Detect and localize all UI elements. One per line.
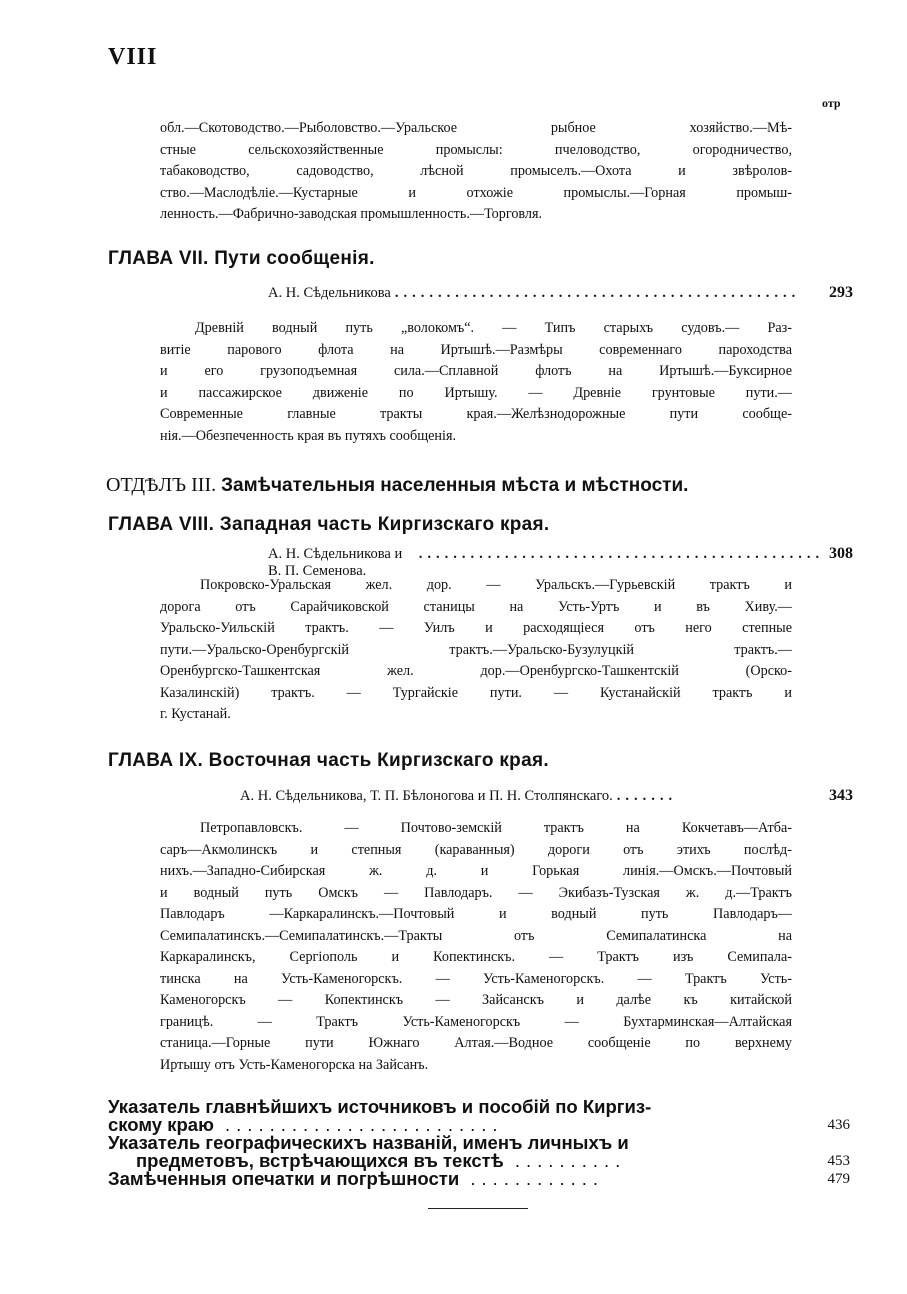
chapter-7-heading: ГЛАВА VII. Пути сообщенія. <box>108 248 375 269</box>
chapter-9-author: А. Н. Сѣдельникова, Т. П. Бѣлоногова и П. Н. Столпянскаго. <box>240 788 613 804</box>
text-line: и пассажирское движеніе по Иртышу. — Древніе грунтовые пути.— <box>160 384 792 401</box>
text-line: пути.—Уральско-Оренбургскій трактъ.—Уральско-Бузулуцкій трактъ.— <box>160 641 792 658</box>
text-line: Павлодаръ —Каркаралинскъ.—Почтовый и водный путь Павлодаръ— <box>160 906 792 922</box>
text-line: нія.—Обезпеченность края въ путяхъ сообщенія. <box>160 427 457 444</box>
index-entry-geographic <box>108 1134 850 1170</box>
chapter-8-text <box>160 575 792 726</box>
section-3-title: Замѣчательныя населенныя мѣста и мѣстности. <box>221 475 689 496</box>
chapter-8-heading: ГЛАВА VIII. Западная часть Киргизскаго края. <box>108 514 550 535</box>
page-number: VIII <box>108 44 158 70</box>
index-page: 453 <box>827 1153 850 1169</box>
chapter-7-author-row <box>268 284 853 302</box>
chapter-7-author: А. Н. Сѣдельникова <box>268 285 391 301</box>
chapter-7-page: 293 <box>829 284 853 301</box>
chapter-8-page: 308 <box>829 545 853 562</box>
text-line: и водный путь Омскъ — Павлодаръ. — Экибазъ-Тузская ж. д.—Трактъ <box>160 884 792 901</box>
text-line: тинска на Усть-Каменогорскъ. — Усть-Каменогорскъ. — Трактъ Усть- <box>160 970 792 987</box>
text-line: Древній водный путь „волокомъ“. — Типъ старыхъ судовъ.— Раз- <box>195 320 792 336</box>
text-line: обл.—Скотоводство.—Рыболовство.—Уральское рыбное хозяйство.—Мѣ- <box>160 120 792 136</box>
text-line: станица.—Горные пути Южнаго Алтая.—Водное сообщеніе по верхнему <box>160 1035 792 1051</box>
text-line: Современные главные тракты края.—Желѣзнодорожные пути сообще- <box>160 406 792 422</box>
text-line: дорога отъ Сарайчиковской станицы на Усть-Уртъ и въ Хиву.— <box>160 598 792 615</box>
index-entry-line: Указатель географическихъ названій, именъ личныхъ и <box>108 1132 629 1153</box>
text-line: табаководство, садоводство, лѣсной промыселъ.—Охота и звѣролов- <box>160 163 792 179</box>
leader-dots: ............................................... <box>394 285 801 301</box>
text-line: ленность.—Фабрично-заводская промышленность.—Торговля. <box>160 206 543 222</box>
index-entry-line: скому краю ......................... <box>108 1114 504 1135</box>
text-line: границѣ. — Трактъ Усть-Каменогорскъ — Бухтарминская—Алтайская <box>160 1013 792 1030</box>
pages-column-label: отр <box>822 96 841 110</box>
text-line: саръ—Акмолинскъ и степныя (караванныя) дороги отъ этихъ послѣд- <box>160 841 792 858</box>
leader-dots: ....... <box>616 788 678 804</box>
index-entry-sources <box>108 1098 850 1134</box>
text-line: Покровско-Уральская жел. дор. — Уральскъ.—Гурьевскій трактъ и <box>200 577 792 593</box>
index-entry-line: Замѣченныя опечатки и погрѣшности ............ <box>108 1168 605 1189</box>
text-line: Семипалатинскъ.—Семипалатинскъ.—Тракты отъ Семипалатинска на <box>160 927 792 944</box>
text-line: Оренбургско-Ташкентская жел. дор.—Оренбургско-Ташкентскій (Орско- <box>160 663 792 679</box>
chapter-7-text <box>160 318 792 447</box>
text-line: и его грузоподъемная сила.—Сплавной флотъ на Иртышѣ.—Буксирное <box>160 363 792 379</box>
closing-rule <box>428 1208 528 1209</box>
text-line: Петропавловскъ. — Почтово-земскій трактъ на Кокчетавъ—Атба- <box>200 820 792 836</box>
text-line: Каркаралинскъ, Сергіополь и Копектинскъ. — Трактъ изъ Семипала- <box>160 949 792 965</box>
text-line: Каменогорскъ — Копектинскъ — Зайсанскъ и далѣе къ китайской <box>160 992 792 1008</box>
chapter-9-page: 343 <box>829 787 853 804</box>
intro-paragraph <box>160 118 792 226</box>
text-line: ство.—Маслодѣліе.—Кустарные и отхожіе промыслы.—Горная промыш- <box>160 184 792 201</box>
chapter-9-text <box>160 818 792 1076</box>
section-3-heading <box>106 474 856 497</box>
chapter-8-author: А. Н. Сѣдельникова и В. П. Семенова. <box>268 546 403 579</box>
text-line: стные сельскохозяйственные промыслы: пчеловодство, огородничество, <box>160 141 792 158</box>
text-line: г. Кустанай. <box>160 706 231 722</box>
index-page: 479 <box>827 1171 850 1187</box>
index-entry-errata <box>108 1170 850 1190</box>
leader-dots: ............................................... <box>418 546 825 562</box>
chapter-9-heading: ГЛАВА IX. Восточная часть Киргизскаго края. <box>108 750 549 771</box>
text-line: нихъ.—Западно-Сибирская ж. д. и Горькая линія.—Омскъ.—Почтовый <box>160 863 792 879</box>
text-line: Иртышу отъ Усть-Каменогорска на Зайсанъ. <box>160 1056 429 1073</box>
chapter-9-author-row <box>240 787 853 805</box>
text-line: витіе парового флота на Иртышѣ.—Размѣры современнаго пароходства <box>160 341 792 358</box>
text-line: Уральско-Уильскій трактъ. — Уилъ и расходящіеся отъ него степные <box>160 620 792 636</box>
index-entry-line: предметовъ, встрѣчающихся въ текстѣ .......... <box>136 1150 627 1171</box>
index-page: 436 <box>827 1117 850 1133</box>
text-line: Казалинскій) трактъ. — Тургайскіе пути. — Кустанайскій трактъ и <box>160 684 792 701</box>
section-3-prefix: ОТДѢЛЪ III. <box>106 474 217 496</box>
index-entry-line: Указатель главнѣйшихъ источниковъ и пособій по Киргиз- <box>108 1096 652 1117</box>
